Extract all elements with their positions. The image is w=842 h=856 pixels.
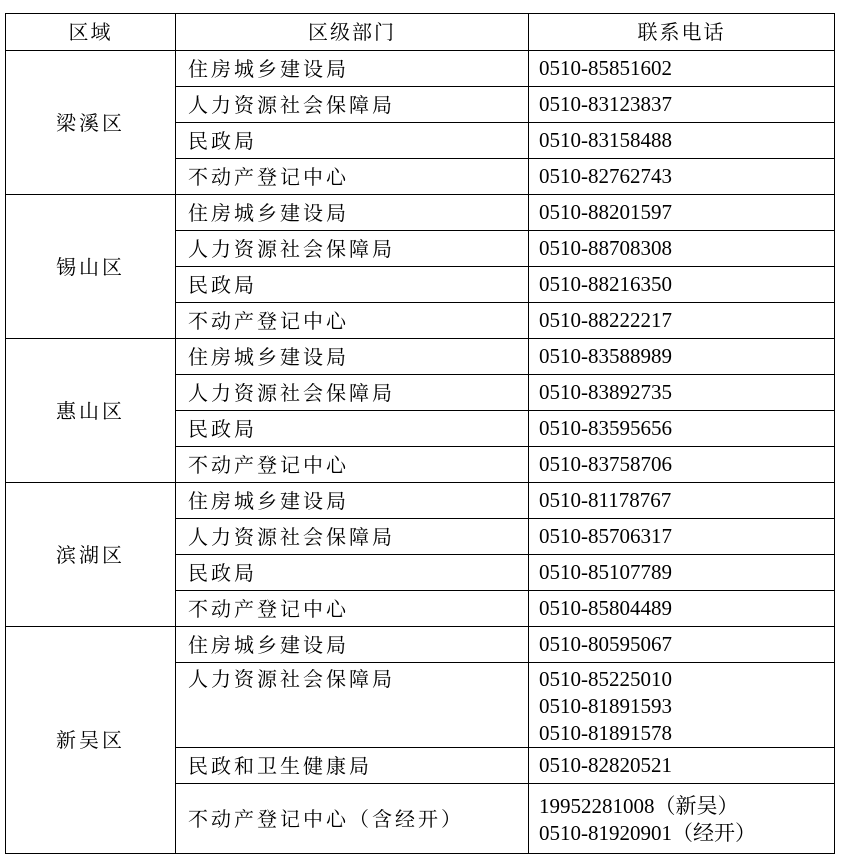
phone-cell xyxy=(529,375,835,411)
phone-cell xyxy=(529,159,835,195)
phone-number: 0510-83758706 xyxy=(539,452,672,476)
district-cell: 锡山区 xyxy=(6,195,176,339)
phone-number: 0510-88201597 xyxy=(539,200,672,224)
department-cell: 人力资源社会保障局 xyxy=(176,375,529,411)
phone-number: 0510-88216350 xyxy=(539,272,672,296)
phone-number: 0510-81891593 xyxy=(539,694,672,718)
phone-cell xyxy=(529,303,835,339)
district-cell: 惠山区 xyxy=(6,339,176,483)
department-cell: 人力资源社会保障局 xyxy=(176,519,529,555)
contact-table xyxy=(5,13,835,854)
phone-cell xyxy=(529,51,835,87)
department-cell: 民政和卫生健康局 xyxy=(176,748,529,784)
phone-number: 0510-83158488 xyxy=(539,128,672,152)
department-cell: 不动产登记中心 xyxy=(176,159,529,195)
header-row xyxy=(6,14,835,51)
phone-cell xyxy=(529,784,835,854)
phone-number: 0510-85804489 xyxy=(539,596,672,620)
phone-number: 0510-85225010 xyxy=(539,667,672,691)
department-cell: 住房城乡建设局 xyxy=(176,195,529,231)
phone-number: 0510-80595067 xyxy=(539,632,672,656)
table-row xyxy=(6,195,835,231)
department-cell: 民政局 xyxy=(176,267,529,303)
header-phone: 联系电话 xyxy=(529,14,835,51)
department-cell: 民政局 xyxy=(176,123,529,159)
phone-number: 0510-82762743 xyxy=(539,164,672,188)
department-cell: 不动产登记中心 xyxy=(176,591,529,627)
phone-number: 0510-83892735 xyxy=(539,380,672,404)
department-cell: 不动产登记中心 xyxy=(176,303,529,339)
phone-number: 0510-81891578 xyxy=(539,721,672,745)
phone-cell xyxy=(529,231,835,267)
phone-cell xyxy=(529,267,835,303)
department-cell: 住房城乡建设局 xyxy=(176,483,529,519)
phone-number: 19952281008（新吴） xyxy=(539,793,739,818)
table-row xyxy=(6,483,835,519)
department-cell: 住房城乡建设局 xyxy=(176,339,529,375)
district-cell: 滨湖区 xyxy=(6,483,176,627)
phone-cell xyxy=(529,123,835,159)
phone-cell xyxy=(529,483,835,519)
phone-number: 0510-81920901（经开） xyxy=(539,820,756,845)
phone-cell xyxy=(529,411,835,447)
phone-cell xyxy=(529,591,835,627)
header-district: 区域 xyxy=(6,14,176,51)
department-cell: 住房城乡建设局 xyxy=(176,51,529,87)
phone-number: 0510-85851602 xyxy=(539,56,672,80)
table-row xyxy=(6,51,835,87)
phone-number: 0510-82820521 xyxy=(539,753,672,777)
phone-cell xyxy=(529,748,835,784)
district-cell: 新吴区 xyxy=(6,627,176,854)
table-row xyxy=(6,339,835,375)
district-cell: 梁溪区 xyxy=(6,51,176,195)
phone-cell xyxy=(529,87,835,123)
phone-cell xyxy=(529,447,835,483)
phone-cell xyxy=(529,627,835,663)
department-cell: 人力资源社会保障局 xyxy=(176,87,529,123)
phone-number: 0510-83595656 xyxy=(539,416,672,440)
department-cell: 不动产登记中心（含经开） xyxy=(176,784,529,854)
department-cell: 住房城乡建设局 xyxy=(176,627,529,663)
phone-number: 0510-88222217 xyxy=(539,308,672,332)
phone-number: 0510-83588989 xyxy=(539,344,672,368)
department-cell: 人力资源社会保障局 xyxy=(176,663,529,748)
phone-number: 0510-83123837 xyxy=(539,92,672,116)
phone-number: 0510-88708308 xyxy=(539,236,672,260)
phone-number: 0510-85107789 xyxy=(539,560,672,584)
phone-cell xyxy=(529,663,835,748)
department-cell: 民政局 xyxy=(176,411,529,447)
phone-number: 0510-85706317 xyxy=(539,524,672,548)
department-cell: 不动产登记中心 xyxy=(176,447,529,483)
department-cell: 人力资源社会保障局 xyxy=(176,231,529,267)
phone-cell xyxy=(529,195,835,231)
department-cell: 民政局 xyxy=(176,555,529,591)
phone-cell xyxy=(529,555,835,591)
header-department: 区级部门 xyxy=(176,14,529,51)
phone-cell xyxy=(529,519,835,555)
phone-number: 0510-81178767 xyxy=(539,488,672,512)
table-row xyxy=(6,627,835,663)
phone-cell xyxy=(529,339,835,375)
